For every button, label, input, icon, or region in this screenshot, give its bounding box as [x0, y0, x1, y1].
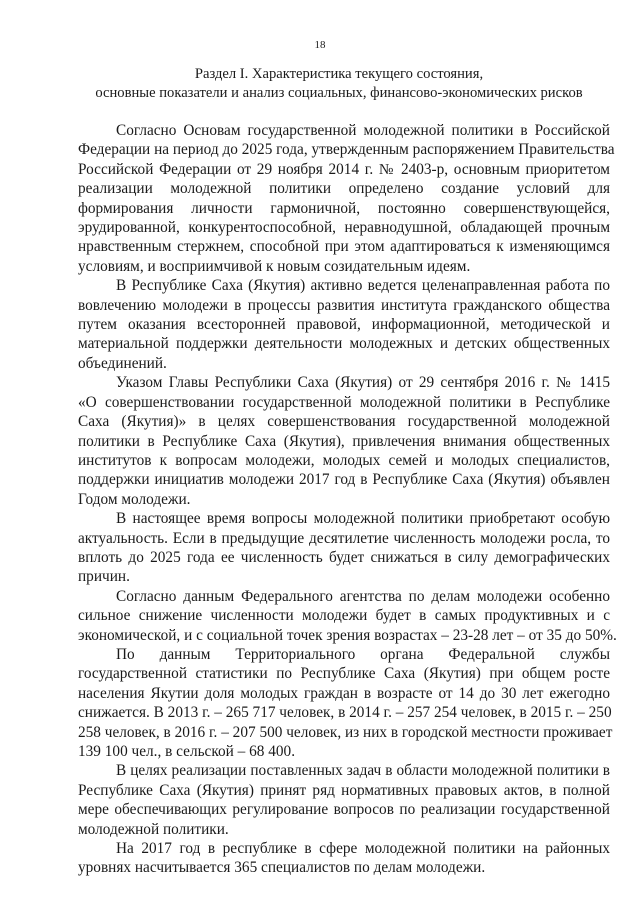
paragraph-line: На 2017 год в республике в сфере молодежной политики на районных — [116, 840, 610, 858]
paragraph-line: вовлечению молодежи в процессы развития института гражданского общества — [78, 296, 610, 314]
paragraph-line: населения Якутии доля молодых граждан в возрасте от 14 до 30 лет ежегодно — [78, 684, 610, 702]
body-text — [78, 121, 617, 878]
paragraph-line: сильное снижение численности молодежи будет в самых продуктивных и с — [78, 607, 610, 625]
paragraph-line: эрудированной, конкурентоспособной, неравнодушной, обладающей прочным — [78, 219, 610, 237]
section-heading-line: основные показатели и анализ социальных, финансово-экономических рисков — [95, 85, 583, 101]
paragraph-line: институтов к вопросам молодежи, молодых семей и молодых специалистов, — [78, 451, 610, 469]
paragraph-line: снижается. В 2013 г. – 265 717 человек, в 2014 г. – 257 254 человек, в 2015 г. – 250 — [78, 704, 612, 722]
paragraph-line: уровнях насчитывается 365 специалистов по делам молодежи. — [78, 859, 486, 877]
paragraph-line: Согласно данным Федерального агентства по делам молодежи особенно — [116, 587, 610, 605]
section-heading — [78, 65, 600, 103]
page-number: 18 — [314, 39, 326, 51]
paragraph-line: политики в Республике Саха (Якутия), привлечения внимания общественных — [78, 432, 610, 450]
paragraph-line: формирования личности гармоничной, постоянно совершенствующейся, — [78, 199, 610, 217]
paragraph-line: В настоящее время вопросы молодежной политики приобретают особую — [116, 510, 610, 528]
paragraph-line: «О совершенствовании государственной молодежной политики в Республике — [78, 393, 610, 411]
paragraph-line: вплоть до 2025 года ее численность будет снижаться в силу демографических — [78, 548, 610, 566]
paragraph-line: Российской Федерации от 29 ноября 2014 г. № 2403-р, основным приоритетом — [78, 160, 610, 178]
paragraph-line: экономической, и с социальной точек зрения возрастах – 23-28 лет – от 35 до 50%. — [78, 626, 617, 644]
paragraph — [78, 276, 610, 373]
paragraph-line: Годом молодежи. — [78, 490, 191, 508]
paragraph-line: Согласно Основам государственной молодежной политики в Российской — [116, 122, 610, 139]
paragraph-line: материальной поддержки деятельности молодежных и детских общественных — [78, 335, 610, 353]
paragraph-line: Указом Главы Республики Саха (Якутия) от 29 сентября 2016 г. № 1415 — [116, 374, 610, 392]
paragraph-line: поддержки инициатив молодежи 2017 год в Республике Саха (Якутия) объявлен — [78, 471, 610, 489]
paragraph-line: путем оказания всесторонней правовой, информационной, методической и — [78, 316, 610, 334]
paragraph-line: Саха (Якутия)» в целях совершенствования государственной молодежной — [78, 413, 610, 431]
paragraph-line: Федерации на период до 2025 года, утвержденным распоряжением Правительства — [78, 141, 615, 159]
paragraph-line: условиям, и восприимчивой к новым созидательным идеям. — [78, 257, 471, 275]
paragraph-line: объединений. — [78, 354, 167, 372]
section-heading-line: Раздел I. Характеристика текущего состояния, — [194, 66, 484, 82]
paragraph-line: причин. — [78, 568, 130, 586]
paragraph — [78, 587, 617, 645]
paragraph-line: В Республике Саха (Якутия) активно ведется целенаправленная работа по — [116, 277, 610, 295]
paragraph-line: Республике Саха (Якутия) принят ряд нормативных правовых актов, в полной — [78, 781, 610, 799]
paragraph — [78, 121, 615, 276]
paragraph-line: государственной статистики по Республике Саха (Якутия) при общем росте — [78, 665, 610, 683]
paragraph — [78, 509, 610, 587]
paragraph-line: По данным Территориального органа Федеральной службы — [116, 645, 610, 663]
paragraph-line: 258 человек, в 2016 г. – 207 500 человек, из них в городской местности проживает — [78, 723, 613, 741]
paragraph-line: В целях реализации поставленных задач в области молодежной политики в — [116, 762, 610, 780]
paragraph — [78, 645, 613, 761]
paragraph — [78, 839, 610, 878]
paragraph-line: молодежной политики. — [78, 820, 229, 838]
paragraph — [78, 373, 610, 509]
paragraph-line: реализации молодежной политики определено создание условий для — [78, 180, 610, 198]
paragraph-line: 139 100 чел., в сельской – 68 400. — [78, 743, 296, 760]
paragraph-line: нравственным стержнем, способной при этом адаптироваться к изменяющимся — [78, 238, 610, 256]
paragraph-line: мере обеспечивающих регулирование вопросов по реализации государственной — [78, 801, 610, 819]
paragraph — [78, 761, 610, 839]
paragraph-line: актуальность. Если в предыдущие десятилетие численность молодежи росла, то — [78, 529, 610, 547]
